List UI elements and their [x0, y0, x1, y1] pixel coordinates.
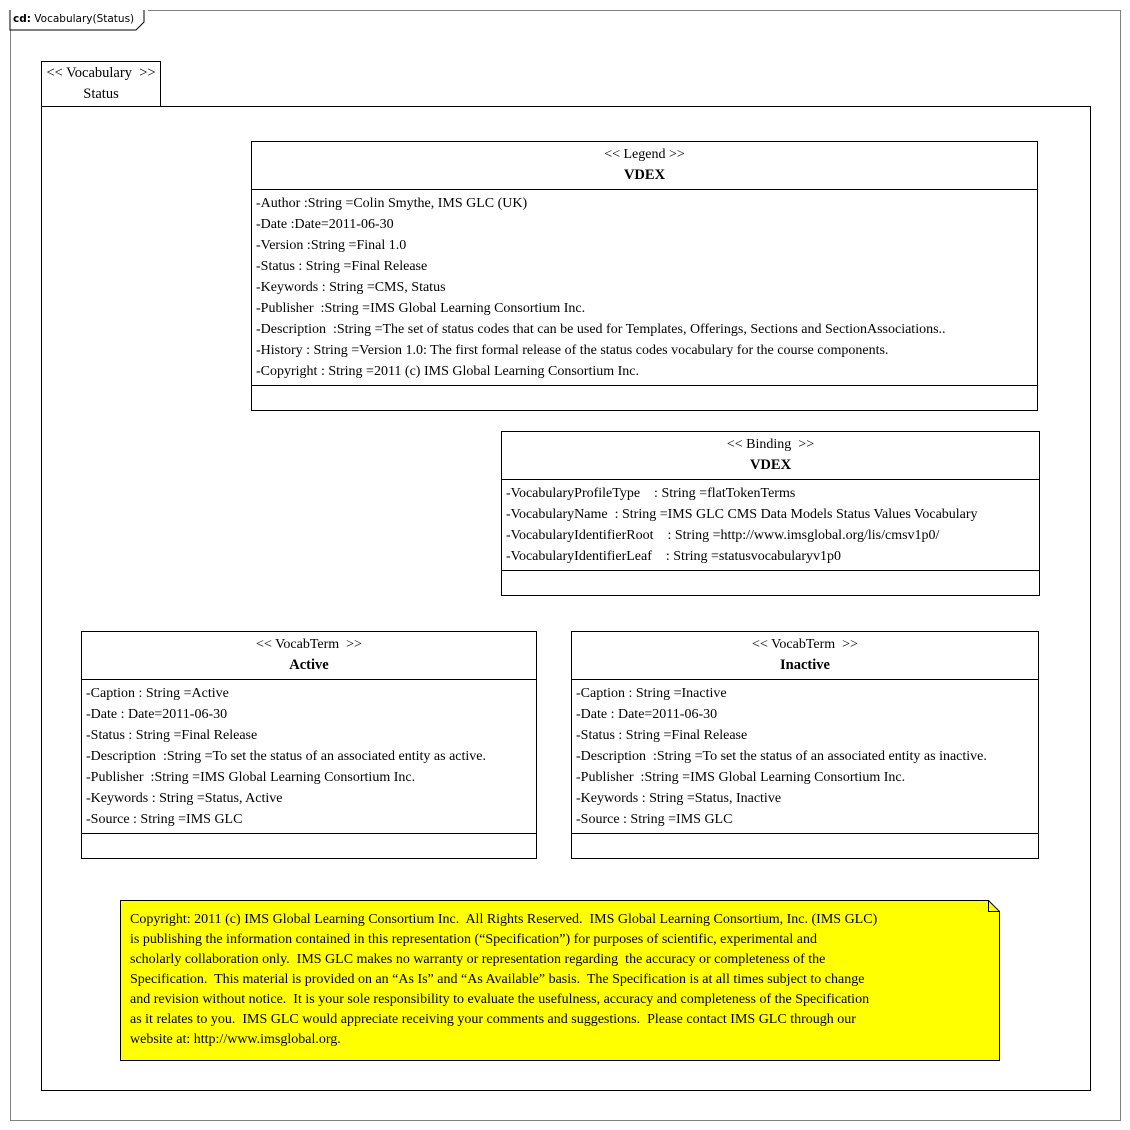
diagram-frame-label [10, 10, 148, 30]
attribute-compartment [252, 190, 1037, 386]
class-attribute: -Status : String =Final Release [576, 728, 748, 743]
class-attribute: -Description :String =The set of status codes that can be used for Templates, Offerings, Sections and SectionAssociations.. [256, 322, 946, 337]
note-line: Copyright: 2011 (c) IMS Global Learning Consortium Inc. All Rights Reserved. IMS Global Learning Consortium, Inc. (IMS GLC) [130, 912, 878, 927]
class-name: VDEX [749, 457, 792, 473]
class-header [252, 142, 1037, 190]
class-attribute: -Keywords : String =Status, Inactive [576, 791, 782, 806]
note-line: as it relates to you. IMS GLC would appreciate receiving your comments and suggestions. Please contact IMS GLC through our [130, 1012, 856, 1027]
class-attribute: -Description :String =To set the status of an associated entity as active. [86, 749, 486, 764]
class-header [572, 632, 1038, 680]
note-line: scholarly collaboration only. IMS GLC makes no warranty or representation regarding the accuracy or completeness of the [130, 952, 826, 967]
class-attribute: -Caption : String =Active [86, 686, 229, 701]
note-line: is publishing the information contained in this representation (“Specification”) for purposes of scientific, experimental and [130, 932, 817, 947]
class-header [82, 632, 536, 680]
class-stereotype: << VocabTerm >> [752, 637, 858, 652]
class-attribute: -Date : Date=2011-06-30 [86, 707, 228, 722]
class-attribute: -Source : String =IMS GLC [576, 812, 733, 827]
class-attribute: -Keywords : String =CMS, Status [256, 280, 446, 295]
operation-compartment [252, 386, 1037, 410]
class-attribute: -Caption : String =Inactive [576, 686, 727, 701]
class-attribute: -Date : Date=2011-06-30 [576, 707, 718, 722]
class-attribute: -VocabularyProfileType : String =flatTokenTerms [506, 486, 796, 501]
class-stereotype: << Legend >> [604, 147, 685, 162]
package-name: Status [83, 86, 119, 102]
class-attribute: -Publisher :String =IMS Global Learning Consortium Inc. [86, 770, 416, 785]
class-header [502, 432, 1039, 480]
package-tab[interactable] [41, 61, 161, 107]
operation-compartment [502, 571, 1039, 595]
note-line: Specification. This material is provided on an “As Is” and “As Available” basis. The Specification is at all times subject to change [130, 972, 865, 987]
attribute-compartment [572, 680, 1038, 834]
class-attribute: -Version :String =Final 1.0 [256, 238, 407, 253]
class-attribute: -Status : String =Final Release [86, 728, 258, 743]
frame-title: Vocabulary(Status) [34, 13, 135, 25]
note-text [130, 910, 877, 1050]
class-stereotype: << VocabTerm >> [256, 637, 362, 652]
copyright-note[interactable] [120, 900, 1000, 1061]
class-name: VDEX [623, 167, 666, 183]
class-attribute: -VocabularyName : String =IMS GLC CMS Data Models Status Values Vocabulary [506, 507, 978, 522]
class-binding-vdex[interactable] [501, 431, 1040, 596]
class-attribute: -Description :String =To set the status of an associated entity as inactive. [576, 749, 987, 764]
operation-compartment [572, 834, 1038, 858]
attribute-compartment [502, 480, 1039, 571]
class-attribute: -Keywords : String =Status, Active [86, 791, 283, 806]
class-legend-vdex[interactable] [251, 141, 1038, 411]
class-name: Inactive [780, 657, 830, 673]
class-attribute: -VocabularyIdentifierRoot : String =http://www.imsglobal.org/lis/cmsv1p0/ [506, 528, 940, 543]
class-attribute: -Date :Date=2011-06-30 [256, 217, 394, 232]
class-attribute: -Status : String =Final Release [256, 259, 428, 274]
class-stereotype: << Binding >> [726, 437, 815, 452]
class-attribute: -Publisher :String =IMS Global Learning Consortium Inc. [576, 770, 906, 785]
note-line: website at: http://www.imsglobal.org. [130, 1032, 341, 1047]
class-name: Active [289, 657, 329, 673]
class-vocabterm-active[interactable] [81, 631, 537, 859]
attribute-compartment [82, 680, 536, 834]
class-attribute: -History : String =Version 1.0: The first formal release of the status codes vocabulary for the course components. [256, 343, 889, 358]
class-attribute: -Publisher :String =IMS Global Learning Consortium Inc. [256, 301, 586, 316]
frame-kind: cd: [13, 13, 31, 25]
class-attribute: -Copyright : String =2011 (c) IMS Global Learning Consortium Inc. [256, 364, 639, 379]
package-stereotype: << Vocabulary >> [46, 65, 156, 81]
class-attribute: -Source : String =IMS GLC [86, 812, 243, 827]
class-attribute: -Author :String =Colin Smythe, IMS GLC (UK) [256, 196, 528, 211]
operation-compartment [82, 834, 536, 858]
class-attribute: -VocabularyIdentifierLeaf : String =statusvocabularyv1p0 [506, 549, 841, 564]
class-vocabterm-inactive[interactable] [571, 631, 1039, 859]
note-line: and revision without notice. It is your sole responsibility to evaluate the usefulness, accuracy and completeness of the Specification [130, 992, 870, 1007]
